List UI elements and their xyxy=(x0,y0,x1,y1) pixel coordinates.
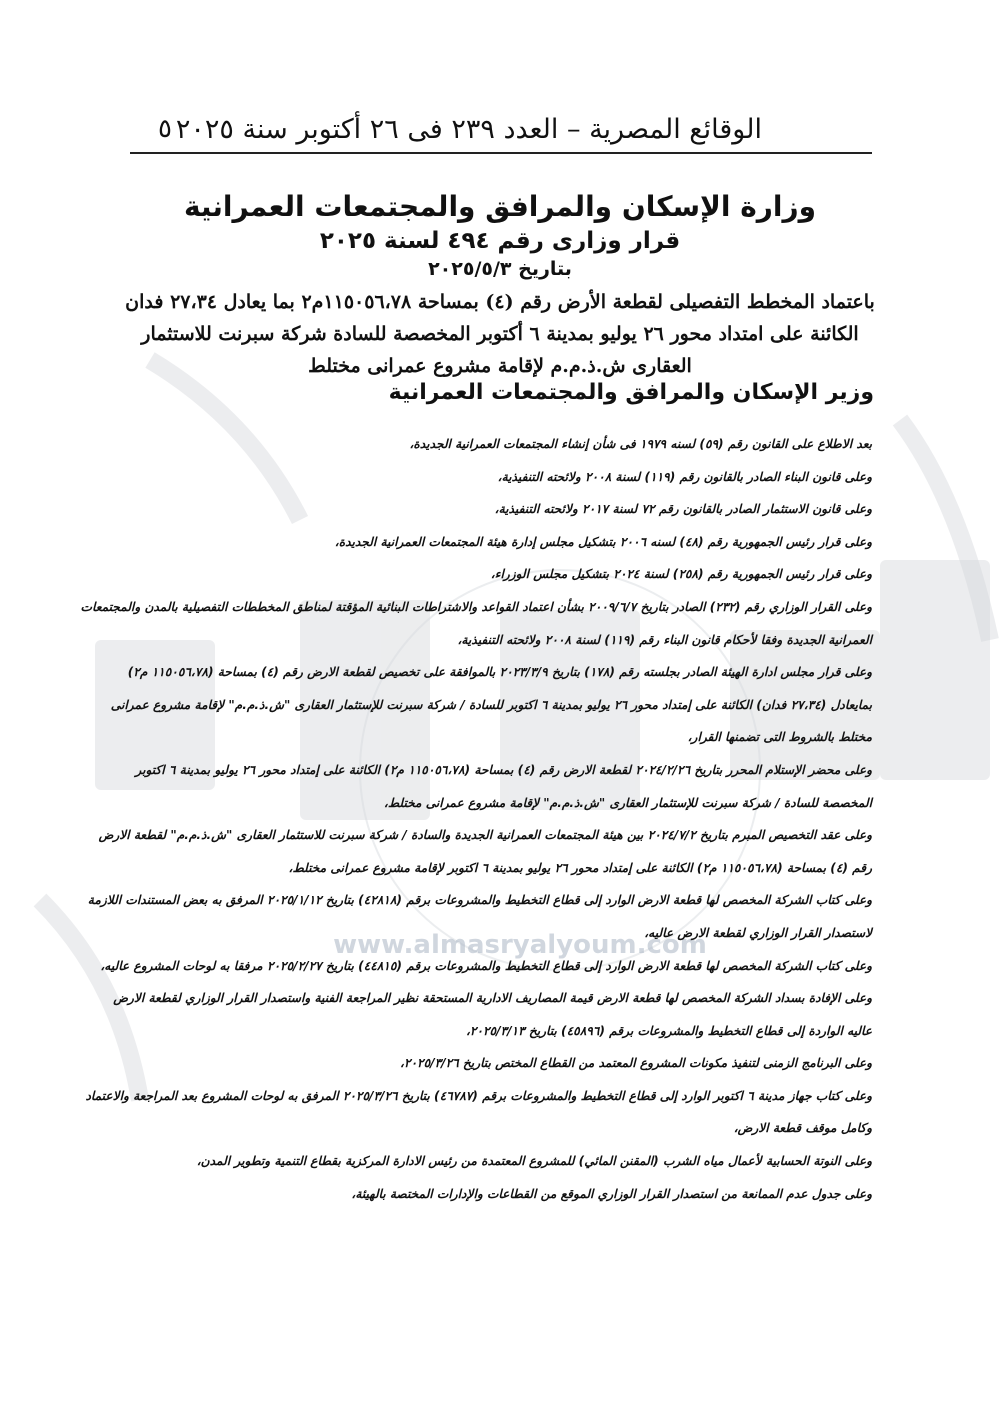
preamble-line: المخصصة للسادة / شركة سبرنت للإستثمار العقارى "ش.ذ.م.م" لإقامة مشروع عمرانى مختلط، xyxy=(383,795,872,810)
preamble-line: وعلى قرار مجلس ادارة الهيئة الصادر بجلسته رقم (١٧٨) بتاريخ ٢٠٢٣/٣/٩ بالموافقة على تخصيص لقطعة الارض رقم (٤) بمساحة (١١٥٠٥٦،٧٨ م٢) xyxy=(127,665,872,680)
decree-title-block xyxy=(120,188,880,382)
preamble-line: وعلى كتاب جهاز مدينة ٦ اكتوبر الوارد إلى قطاع التخطيط والمشروعات برقم (٤٦٧٨٧) بتاريخ ٢٠٢٥/٣/٢٦ المرفق به لوحات المشروع بعد المراجعة والاعتماد xyxy=(85,1088,872,1103)
subject-line: الكائنة على امتداد محور ٢٦ يوليو بمدينة ٦ أكتوبر المخصصة للسادة شركة سبرنت للاستثمار xyxy=(141,323,859,345)
preamble-line: عاليه الواردة إلى قطاع التخطيط والمشروعات برقم (٤٥٨٩٦) بتاريخ ٢٠٢٥/٣/١٣، xyxy=(465,1023,872,1038)
preamble-line: وعلى البرنامج الزمنى لتنفيذ مكونات المشروع المعتمد من القطاع المختص بتاريخ ٢٠٢٥/٣/٢٦، xyxy=(400,1056,872,1071)
ministry-name: وزارة الإسكان والمرافق والمجتمعات العمرانية xyxy=(183,190,817,223)
preamble-line: وعلى الإفادة بسداد الشركة المخصص لها قطعة الارض قيمة المصاريف الادارية المستحقة نظير المراجعة الفنية واستصدار القرار الوزاري لقطعة الارض xyxy=(113,991,872,1006)
minister-title: وزير الإسكان والمرافق والمجتمعات العمرانية xyxy=(388,380,874,405)
watermark-url: www.almasryalyoum.com xyxy=(333,930,707,960)
decree-number: قرار وزارى رقم ٤٩٤ لسنة ٢٠٢٥ xyxy=(319,228,681,254)
subject-line: باعتماد المخطط التفصيلى لقطعة الأرض رقم (٤) بمساحة ١١٥٠٥٦،٧٨م٢ بما يعادل ٢٧،٣٤ فدان xyxy=(125,291,875,313)
decree-date: بتاريخ ٢٠٢٥/٥/٣ xyxy=(428,258,572,280)
decree-subject xyxy=(120,286,880,382)
preamble-line: وعلى عقد التخصيص المبرم بتاريخ ٢٠٢٤/٧/٢ بين هيئة المجتمعات العمرانية الجديدة والسادة / شركة سبرنت للاستثمار العقارى "ش.ذ.م.م" لقطعة الارض xyxy=(98,828,872,843)
subject-line: العقارى ش.ذ.م.م لإقامة مشروع عمرانى مختلط xyxy=(308,355,692,377)
preamble-line: بمايعادل (٢٧،٣٤ فدان) الكائنة على إمتداد محور ٢٦ يوليو بمدينة ٦ اكتوبر للسادة / شركة سبرنت للإستثمار العقارى "ش.ذ.م.م" لإقامة مشروع عمرانى xyxy=(110,697,872,712)
preamble-line: وعلى القرار الوزاري رقم (٢٣٢) الصادر بتاريخ ٢٠٠٩/٦/٧ بشأن اعتماد القواعد والاشتراطات البنائية المؤقتة لمناطق المخططات التفصيلية بالمدن والمجتمعات xyxy=(80,599,872,614)
preamble-line: وعلى قانون البناء الصادر بالقانون رقم (١١٩) لسنة ٢٠٠٨ ولائحته التنفيذية، xyxy=(497,469,872,484)
preamble-list xyxy=(80,428,872,1210)
preamble-line: وعلى كتاب الشركة المخصص لها قطعة الارض الوارد إلى قطاع التخطيط والمشروعات برقم (٤٤٨١٥) بتاريخ ٢٠٢٥/٢/٢٧ مرفقا به لوحات المشروع عاليه، xyxy=(100,958,872,973)
preamble-line: وعلى قرار رئيس الجمهورية رقم (٢٥٨) لسنة ٢٠٢٤ بتشكيل مجلس الوزراء، xyxy=(490,567,872,582)
preamble-line: وعلى النوتة الحسابية لأعمال مياه الشرب (المقنن المائي) للمشروع المعتمدة من رئيس الادارة المركزية بقطاع التنمية وتطوير المدن، xyxy=(196,1154,872,1169)
page-header xyxy=(130,108,872,154)
preamble-line: مختلط بالشروط التى تضمنها القرار، xyxy=(687,730,872,745)
preamble-line: رقم (٤) بمساحة (١١٥٠٥٦،٧٨ م٢) الكائنة على إمتداد محور ٢٦ يوليو بمدينة ٦ اكتوبر لإقامة مشروع عمرانى مختلط، xyxy=(288,860,872,875)
preamble-line: وعلى قانون الاستثمار الصادر بالقانون رقم ٧٢ لسنة ٢٠١٧ ولائحته التنفيذية، xyxy=(494,502,872,517)
preamble-line: العمرانية الجديدة وفقا لأحكام قانون البناء رقم (١١٩) لسنة ٢٠٠٨ ولائحته التنفيذية، xyxy=(457,632,872,647)
preamble-line: وعلى جدول عدم الممانعة من استصدار القرار الوزاري الموقع من القطاعات والإدارات المختصة بالهيئة، xyxy=(351,1186,872,1201)
page-number: ٥ xyxy=(158,114,172,144)
preamble-line: بعد الاطلاع على القانون رقم (٥٩) لسنه ١٩٧٩ فى شأن إنشاء المجتمعات العمرانية الجديدة، xyxy=(409,437,872,451)
gazette-header-title: الوقائع المصرية – العدد ٢٣٩ فى ٢٦ أكتوبر سنة ٢٠٢٥ xyxy=(175,114,762,145)
preamble-line: وكامل موقف قطعة الارض، xyxy=(733,1121,872,1136)
preamble-line: وعلى محضر الإستلام المحرر بتاريخ ٢٠٢٤/٢/٢٦ لقطعة الارض رقم (٤) بمساحة (١١٥٠٥٦،٧٨ م٢) الكائنة على إمتداد محور ٢٦ يوليو بمدينة ٦ اكتوبر xyxy=(135,762,872,777)
preamble-line: وعلى قرار رئيس الجمهورية رقم (٤٨) لسنه ٢٠٠٦ بتشكيل مجلس إدارة هيئة المجتمعات العمرانية الجديدة، xyxy=(334,534,872,549)
preamble-line: وعلى كتاب الشركة المخصص لها قطعة الارض الوارد إلى قطاع التخطيط والمشروعات برقم (٤٢٨١٨) بتاريخ ٢٠٢٥/١/١٢ المرفق به بعض المستندات اللازمة xyxy=(87,893,872,908)
preamble-line: لاستصدار القرار الوزاري لقطعة الارض عاليه، xyxy=(644,925,872,940)
